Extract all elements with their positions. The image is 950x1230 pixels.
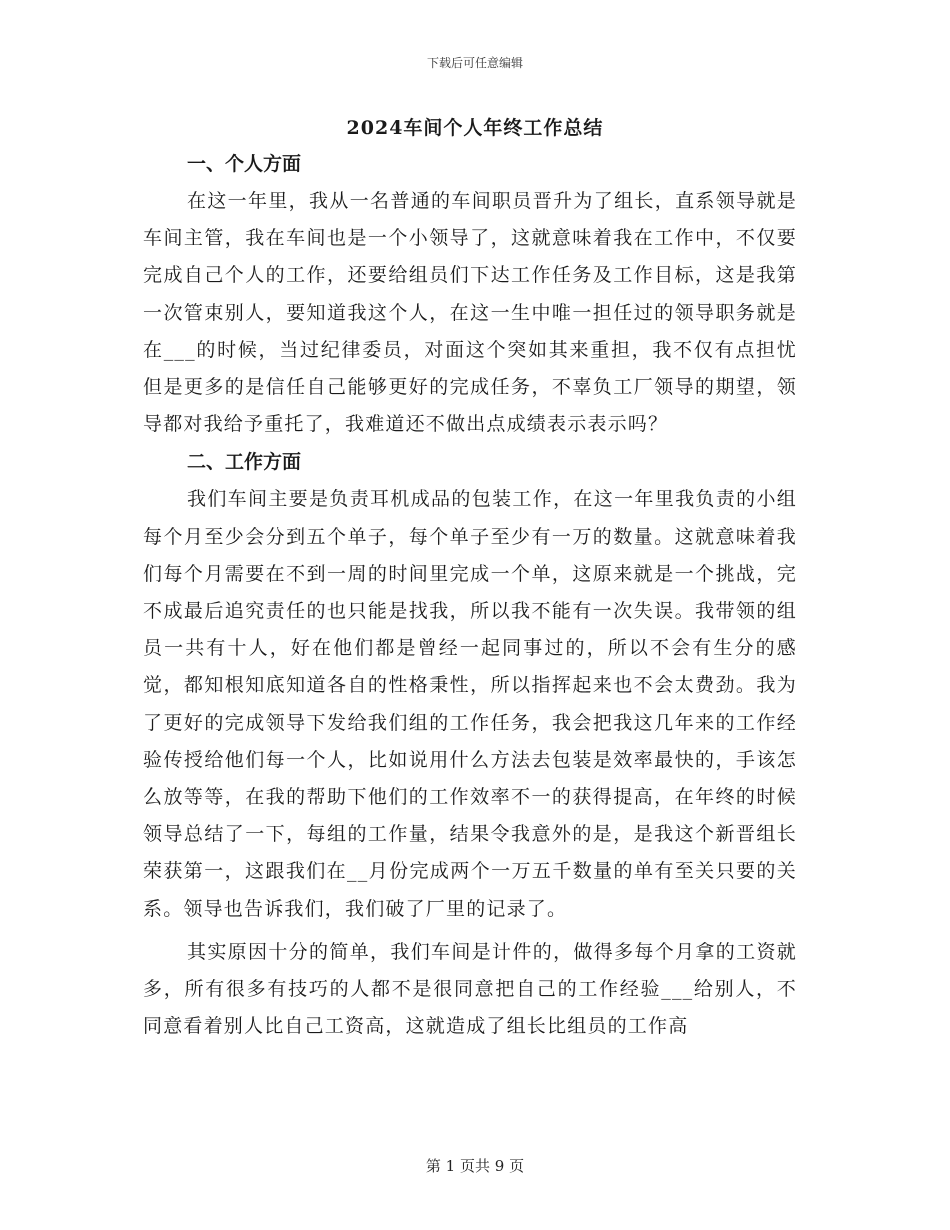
header-note: 下载后可任意编辑 (426, 56, 523, 70)
paragraph-work-1: 我们车间主要是负责耳机成品的包装工作，在这一年里我负责的小组每个月至少会分到五个单子，每个单子至少有一万的数量。这就意味着我们每个月需要在不到一周的时间里完成一个单，这原来就是一个挑战，完不成最后追究责任的也只能是找我，所以我不能有一次失误。我带领的组员一共有十人，好在他们都是曾经一起同事过的，所以不会有生分的感觉，都知根知底知道各自的性格秉性，所以指挥起来也不会太费劲。我为了更好的完成领导下发给我们组的工作任务，我会把我这几年来的工作经验传授给他们每一个人，比如说用什么方法去包装是效率最快的，手该怎么放等等，在我的帮助下他们的工作效率不一的获得提高，在年终的时候领导总结了一下，每组的工作量，结果令我意外的是，是我这个新晋组长荣获第一，这跟我们在__月份完成两个一万五千数量的单有至关只要的关系。领导也告诉我们，我们破了厂里的记录了。 (143, 488, 797, 920)
page-number: 第 1 页共 9 页 (425, 1157, 525, 1175)
section-heading-personal: 一、个人方面 (187, 153, 302, 175)
document-title: 2024车间个人年终工作总结 (346, 117, 604, 139)
document-body (143, 145, 797, 1045)
section-heading-work: 二、工作方面 (187, 451, 302, 474)
paragraph-personal: 在这一年里，我从一名普通的车间职员晋升为了组长，直系领导就是车间主管，我在车间也是一个小领导了，这就意味着我在工作中，不仅要完成自己个人的工作，还要给组员们下达工作任务及工作目标，这是我第一次管束别人，要知道我这个人，在这一生中唯一担任过的领导职务就是在___的时候，当过纪律委员，对面这个突如其来重担，我不仅有点担忧但是更多的是信任自己能够更好的完成任务，不辜负工厂领导的期望，领导都对我给予重托了，我难道还不做出点成绩表示表示吗？ (143, 190, 797, 436)
paragraph-work-2: 其实原因十分的简单，我们车间是计件的，做得多每个月拿的工资就多，所有很多有技巧的人都不是很同意把自己的工作经验___给别人，不同意看着别人比自己工资高，这就造成了组长比组员的工作高 (143, 940, 797, 1038)
